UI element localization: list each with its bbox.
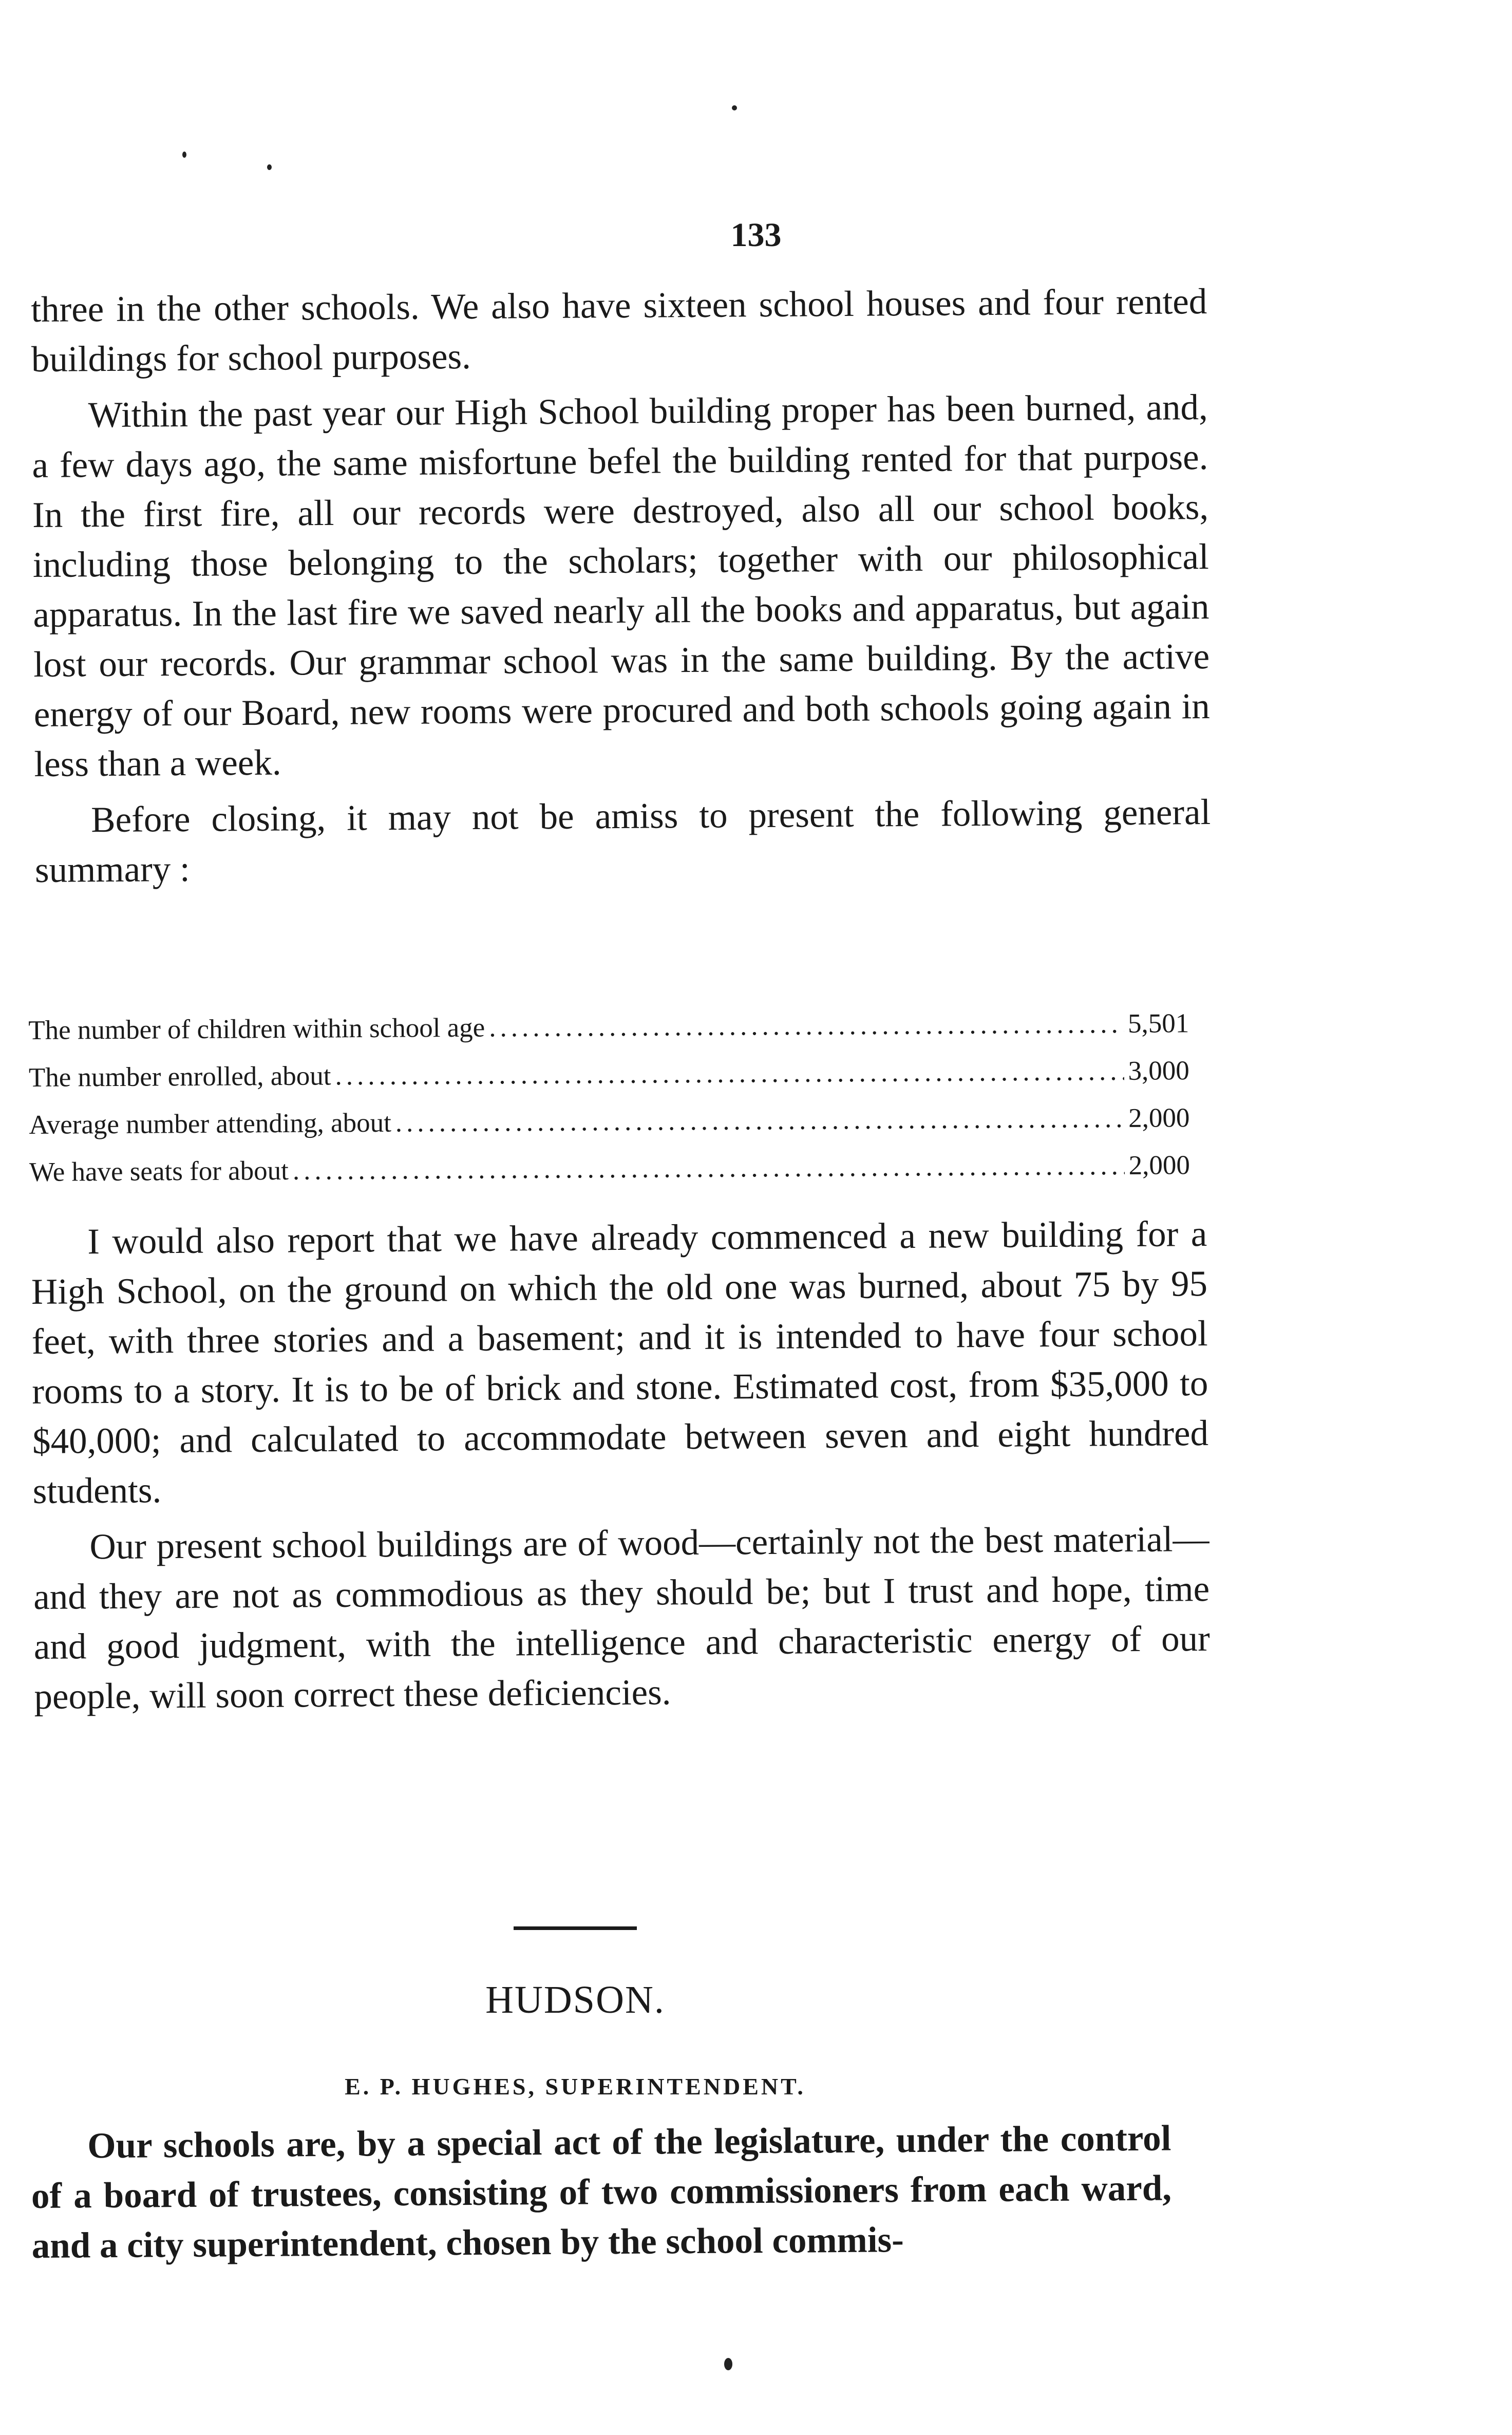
top-text-block <box>31 277 1211 902</box>
section-heading: HUDSON. <box>485 1978 665 2021</box>
middle-text-block <box>31 1209 1211 1728</box>
summary-label: The number of children within school age <box>28 1013 485 1045</box>
paragraph: Our present school buildings are of wood—certainly not the best material—and they are not as commodious as they should be; but I trust and hope, time and good judgment, with the intelligence and characteristic energy of our people, will soon correct these deficiencies. <box>33 1519 1211 1717</box>
dot-leader <box>293 1142 1125 1194</box>
summary-table <box>28 1000 1190 1196</box>
summary-label: Average number attending, about <box>29 1108 392 1140</box>
ink-speck <box>732 105 737 110</box>
summary-value: 3,000 <box>1128 1056 1189 1086</box>
summary-label: We have seats for about <box>29 1155 289 1187</box>
section-subheading: E. P. HUGHES, SUPERINTENDENT. <box>345 2073 806 2100</box>
ink-speck <box>267 164 272 170</box>
paragraph: Within the past year our High School building proper has been burned, and, a few days ago, the same misfortune befel the building rented for that purpose. In the first fire, all our records were destroyed, also all our school books, including those belonging to the scholars; together with our philosophical apparatus. In the last fire we saved nearly all the books and apparatus, but again lost our records. Our grammar school was in the same building. By the active energy of our Board, new rooms were procured and both schools going again in less than a week. <box>32 387 1211 784</box>
summary-row <box>29 1094 1190 1149</box>
paragraph: Before closing, it may not be amiss to present the following general summary : <box>34 792 1211 890</box>
summary-value: 2,000 <box>1128 1103 1190 1133</box>
summary-row <box>29 1141 1190 1196</box>
section-divider <box>514 1926 637 1930</box>
paragraph: I would also report that we have already commenced a new building for a High School, on the ground on which the old one was burned, about 75 by 95 feet, with three stories and a basement; and it is intended to have four school rooms to a story. It is to be of brick and stone. Estimated cost, from $35,000 to $40,000; and calculated to accommodate between seven and eight hundred students. <box>31 1214 1209 1511</box>
dot-leader <box>395 1095 1125 1147</box>
summary-label: The number enrolled, about <box>28 1061 331 1093</box>
page-number: 133 <box>730 216 782 254</box>
summary-row <box>29 1047 1190 1101</box>
ink-speck <box>724 2358 732 2370</box>
paragraph: three in the other schools. We also have sixteen school houses and four rented buildings for school purposes. <box>31 282 1207 380</box>
summary-value: 2,000 <box>1128 1150 1190 1181</box>
dot-leader <box>489 1000 1124 1052</box>
summary-row <box>28 1000 1189 1054</box>
paragraph: Our schools are, by a special act of the legislature, under the control of a board of trustees, consisting of two commissioners from each ward, and a city superintendent, chosen by the school commis- <box>31 2118 1172 2266</box>
dot-leader <box>335 1047 1124 1099</box>
bottom-text-block <box>31 2114 1172 2277</box>
ink-speck <box>182 152 186 158</box>
summary-value: 5,501 <box>1127 1008 1189 1039</box>
